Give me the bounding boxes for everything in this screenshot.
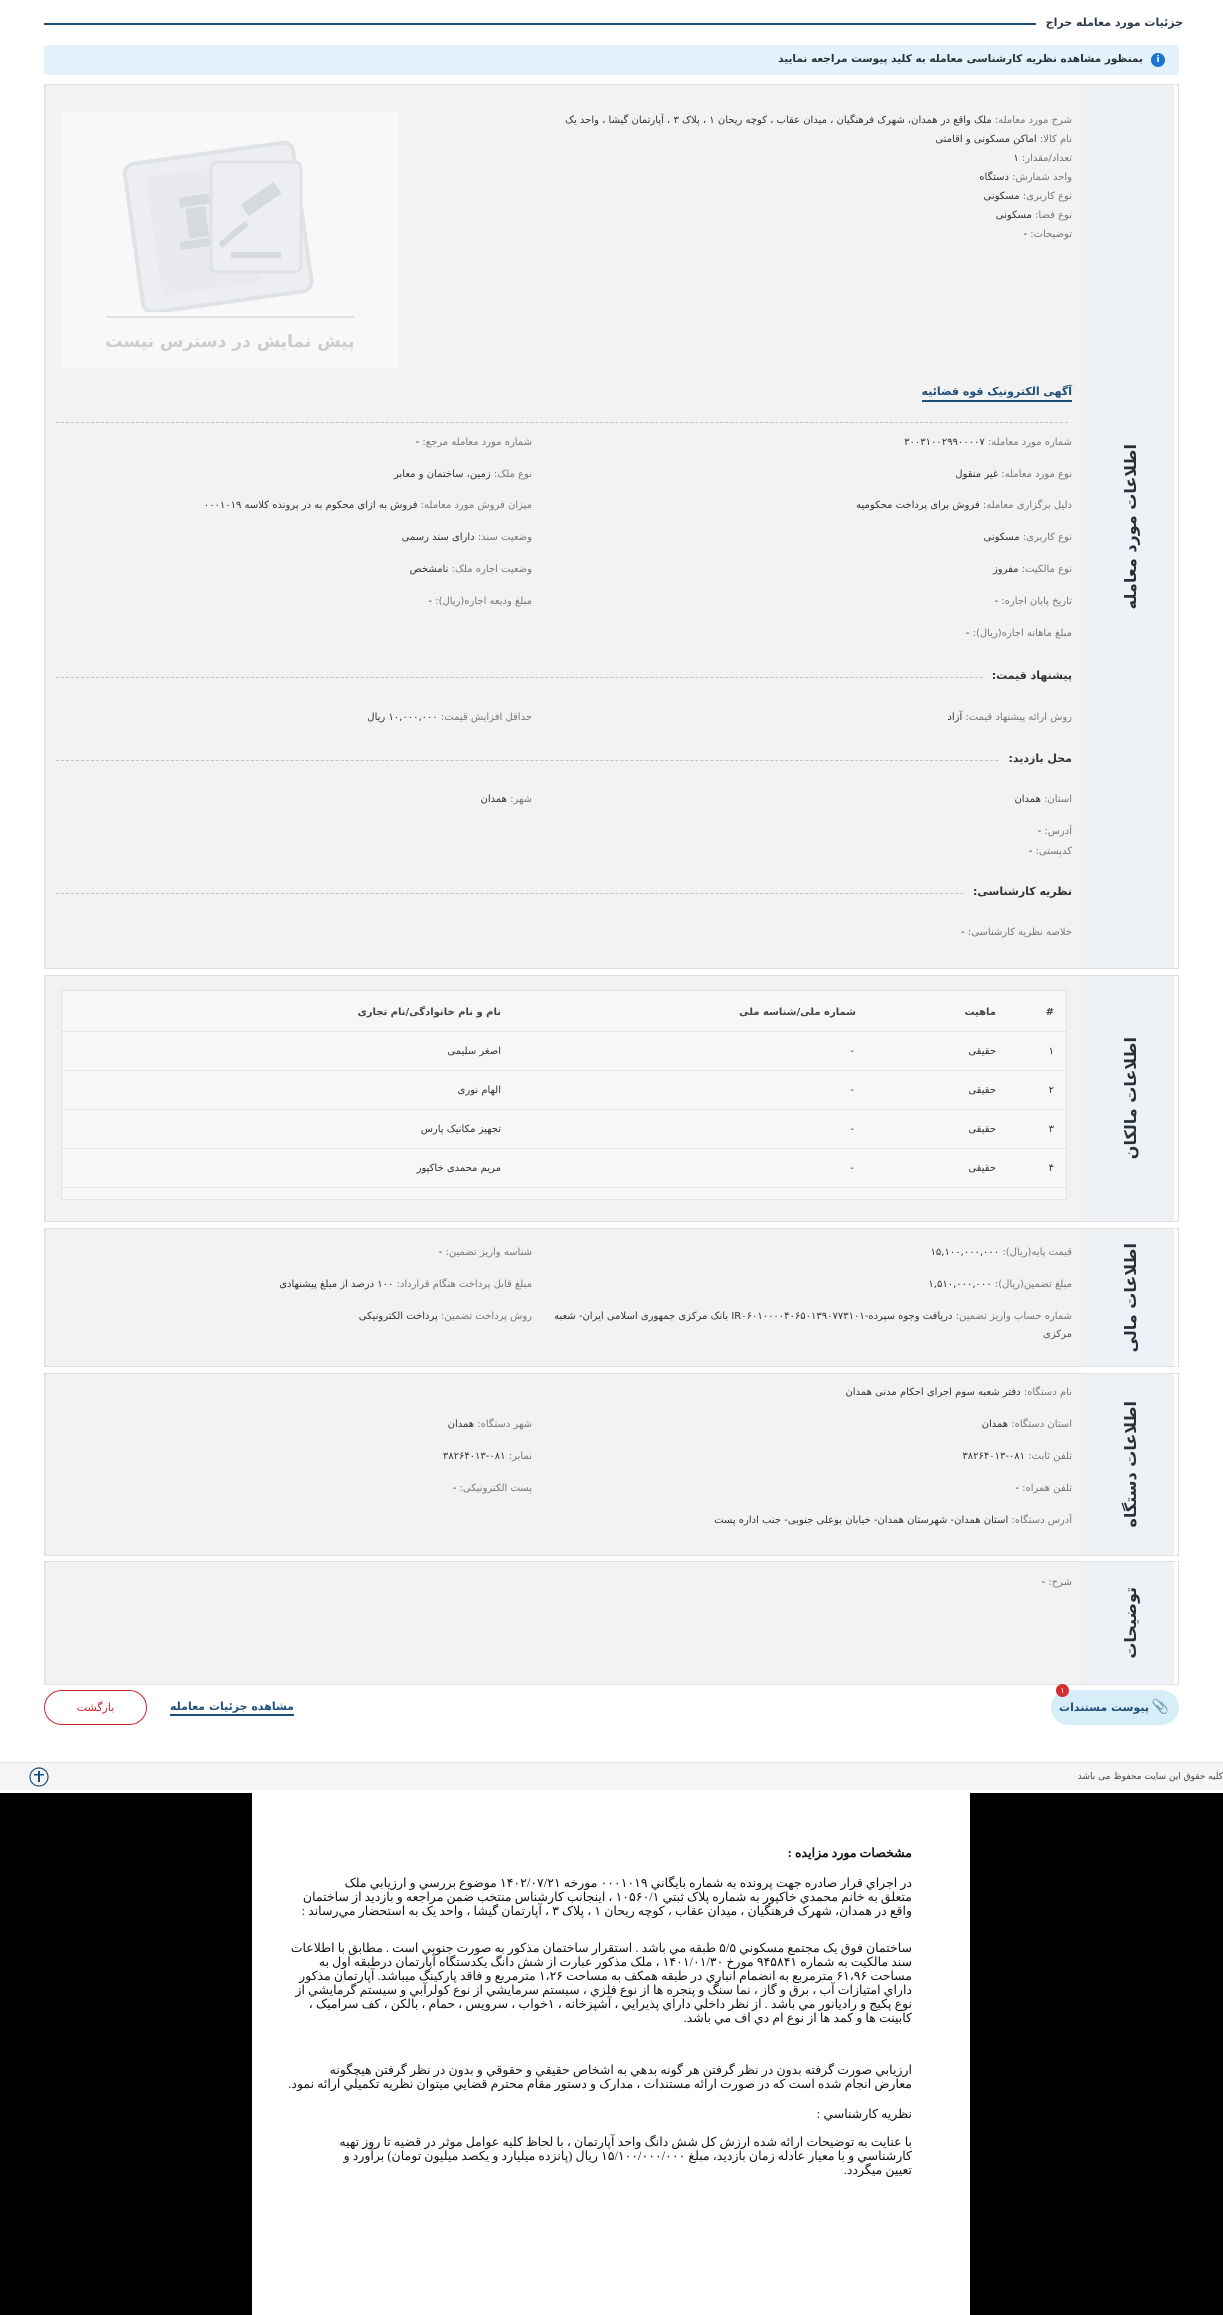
owners-side [1086, 976, 1178, 1221]
visit-city: شهر: همدان [480, 794, 532, 805]
item-notes: توضیحات: - [1023, 229, 1072, 240]
field-rent-end: تاریخ پایان اجاره: - [994, 596, 1072, 607]
guarantee-account: شماره حساب واریز تضمین: دریافت وجوه سپرده-IR۰۶۰۱۰۰۰۰۴۰۶۵۰۱۳۹۰۷۷۳۱۰۱ بانک مرکزی جمهوری اسلامی ایران- شعبه [554, 1311, 1072, 1322]
notes-title: توضیحات [1120, 1587, 1140, 1659]
divider [56, 677, 1068, 678]
site-footer [0, 1762, 1223, 1790]
col-index: # [1045, 1007, 1054, 1018]
page-title: جزئیات مورد معامله حراج [1036, 16, 1183, 29]
col-name: نام و نام خانوادگی/نام تجاری [357, 1007, 501, 1018]
field-usage: نوع کاربری: مسکونی [983, 532, 1072, 543]
image-placeholder [61, 112, 399, 368]
divider [56, 893, 1068, 894]
visit-province: استان: همدان [1014, 794, 1072, 805]
finance-side [1086, 1229, 1178, 1366]
gavel-icon [61, 112, 399, 312]
visit-postal: کدپستی: - [1028, 846, 1072, 857]
doc-paragraph-4: با عنايت به توضيحات ارائه شده ارزش کل شش دانگ واحد آپارتمان ، با لحاظ کليه عوامل موثر در قضيه تا روز تهيه کارشناسي و با معيار عادله زمان بازديد، مبلغ ۱۵/۱۰۰/۰۰۰/۰۰۰ ريال (پانزده ميليارد و يکصد ميليون تومان) برآورد و تعيين ميگردد. [339, 2135, 912, 2177]
guarantee-amount: مبلغ تضمین(ریال): ۱,۵۱۰,۰۰۰,۰۰۰ [928, 1279, 1072, 1290]
item-info-section [44, 84, 1179, 969]
office-city: شهر دستگاه: همدان [447, 1419, 532, 1430]
item-unit: واحد شمارش: دستگاه [979, 172, 1072, 183]
price-title: پیشنهاد قیمت: [984, 669, 1072, 682]
col-type: ماهیت [964, 1007, 996, 1018]
visit-title: محل بازدید: [1000, 752, 1072, 765]
owners-title: اطلاعات مالکان [1120, 1037, 1140, 1160]
office-province: استان دستگاه: همدان [981, 1419, 1072, 1430]
office-email: پست الکترونیکی: - [452, 1483, 532, 1494]
doc-heading: مشخصات مورد مزایده : [787, 1846, 912, 1860]
divider [56, 760, 1068, 761]
office-fax: نمابر: ۰۸۱-۳۸۲۶۴۰۱۳ [442, 1451, 532, 1462]
office-section [44, 1373, 1179, 1556]
field-ref-number: شماره مورد معامله مرجع: - [415, 437, 532, 448]
field-item-number: شماره مورد معامله: ۳۰۰۳۱۰۰۲۹۹۰۰۰۰۷ [904, 437, 1072, 448]
field-rent-status: وضعیت اجاره ملک: نامشخص [409, 564, 532, 575]
office-phone: تلفن ثابت: ۰۸۱-۳۸۲۶۴۰۱۳ [962, 1451, 1072, 1462]
deposit-id: شناسه واریز تضمین: - [438, 1247, 532, 1258]
expert-summary: خلاصه نظریه کارشناسی: - [961, 927, 1072, 938]
item-description: شرح مورد معامله: ملک واقع در همدان، شهرک فرهنگیان ، میدان عقاب ، کوچه ریحان ۱ ، پلاک ۳ ، آپارتمان گیشا ، واحد یک [565, 115, 1072, 126]
office-mobile: تلفن همراه: - [1015, 1483, 1072, 1494]
judiciary-ad-link[interactable]: آگهی الکترونیک قوه قضائیه [922, 385, 1072, 402]
pay-method: روش پرداخت تضمین: پرداخت الکترونیکی [358, 1311, 532, 1322]
expert-title: نظریه کارشناسی: [965, 885, 1072, 898]
item-info-title: اطلاعات مورد معامله [1120, 443, 1140, 610]
document-viewer [0, 1793, 1223, 2315]
page-header [44, 14, 1183, 34]
base-price: قیمت پایه(ریال): ۱۵,۱۰۰,۰۰۰,۰۰۰ [930, 1247, 1072, 1258]
field-sale-amount: میزان فروش مورد معامله: فروش به ازای محکوم به در پرونده کلاسه ۰۰۰۱۰۱۹ [203, 500, 532, 511]
doc-paragraph-3: ارزيابي صورت گرفته بدون در نظر گرفتن هر گونه بدهي به اشخاص حقيقي و حقوقي و بدون در نظر گرفتن هيچگونه معارض انجام شده است که در صورت ارائه مستندات ، مدارک و دستور مقام محترم قضايي ميتوان نظريه تکميلي ارائه نمود. [288, 2063, 912, 2091]
office-side [1086, 1374, 1178, 1555]
office-title: اطلاعات دستگاه [1120, 1401, 1140, 1528]
notes-desc: شرح: - [1041, 1577, 1072, 1588]
notes-content [45, 1562, 1082, 1684]
finance-title: اطلاعات مالی [1120, 1242, 1140, 1353]
doc-paragraph-1: در اجراي قرار صادره جهت پرونده به شماره بايگاني ۰۰۰۱۰۱۹ مورخه ۱۴۰۲/۰۷/۲۱ موضوع بررسي و ارزيابي ملک متعلق به خانم محمدي خاکپور به شماره پلاک ثبتي ۱۰۵۶۰/۱ ، اينجانب کارشناس منتخب ضمن مراجعه و بازديد از ساختمان واقع در همدان، شهرک فرهنگيان ، ميدان عقاب ، کوچه ريحان ۱ ، پلاک ۳ ، آپارتمان گيشا ، واحد يک به استحضار مي‌رساند : [301, 1876, 912, 1918]
info-banner-text: بمنظور مشاهده نظریه کارشناسی معامله به کلید پیوست مراجعه نمایید [778, 53, 1143, 65]
office-address: آدرس دستگاه: استان همدان- شهرستان همدان- خیابان بوعلی جنوبی- جنب اداره پست [714, 1515, 1072, 1526]
paperclip-icon: 📎 [1151, 1699, 1169, 1715]
notes-section [44, 1561, 1179, 1685]
item-usage: نوع کاربری: مسکونی [983, 191, 1072, 202]
guarantee-account-line2: مرکزی [1043, 1329, 1072, 1340]
finance-content [45, 1229, 1082, 1366]
item-info-side [1086, 85, 1178, 968]
judiciary-logo-icon [28, 1766, 50, 1788]
field-item-type: نوع مورد معامله: غیر منقول [955, 469, 1072, 480]
placeholder-divider [106, 316, 354, 318]
office-name: نام دستگاه: دفتر شعبه سوم اجرای احکام مدنی همدان [845, 1387, 1072, 1398]
owners-table: # ماهیت شماره ملی/شناسه ملی نام و نام خانوادگی/نام تجاری ۱ حقیقی - اصغر سلیمی ۲ حقیقی - الهام نوری ۳ حقیقی - تجهیز مکانیک پارس ۴ حقیقی - مریم محمدی خاکپور [61, 990, 1067, 1200]
field-reason: دلیل برگزاری معامله: فروش برای پرداخت محکومیه [856, 500, 1072, 511]
item-goods-name: نام کالا: اماکن مسکونی و اقامتی [935, 134, 1072, 145]
attachment-count-badge: ۱ [1056, 1684, 1069, 1697]
attach-documents-button[interactable] [1051, 1686, 1179, 1725]
item-space-type: نوع فضا: مسکونی [995, 210, 1072, 221]
field-monthly-rent: مبلغ ماهانه اجاره(ریال): - [965, 628, 1072, 639]
payable-amount: مبلغ قابل پرداخت هنگام قرارداد: ۱۰۰ درصد از مبلغ پیشنهادی [279, 1279, 532, 1290]
document-page [252, 1793, 970, 2315]
price-min-increase: حداقل افزایش قیمت: ۱۰,۰۰۰,۰۰۰ ریال [367, 712, 532, 723]
doc-paragraph-2: ساختمان فوق يک مجتمع مسکوني ۵/۵ طبقه مي باشد . استقرار ساختمان مذکور به صورت جنوبي است . مطابق با اطلاعات سند مالکيت به شماره ۹۴۵۸۴۱ مورخ ۱۴۰۱/۰۱/۳۰ ، ملک مذکور عبارت از شش دانگ يکدستگاه آپارتمان درطبقه اول به مساحت ۶۱،۹۶ مترمربع به انضمام انباري در طبقه همکف به مساحت ۱،۲۶ مترمربع و فاقد پارکينگ ميباشد. آپارتمان مذکور داراي امتيازات آب ، برق و گاز ، نما سنگ و پنجره ها از نوع فلزي ، سيستم سرمايشي از نوع کولرآبي و سيستم گرمايشي از نوع پکيج و راديانور مي باشد . از نظر داخلي داراي پذيرايي ، آشپزخانه ، ۱خواب ، سرويس ، حمام ، بالکن ، کف سراميک ، کابينت ها و کمد ها از نوع ام دي اف مي باشد. [290, 1941, 912, 2025]
col-national-id: شماره ملی/شناسه ملی [739, 1007, 856, 1018]
visit-address: آدرس: - [1037, 826, 1072, 837]
owners-content [45, 976, 1082, 1221]
view-details-link[interactable]: مشاهده جزئیات معامله [170, 1700, 294, 1716]
item-count: تعداد/مقدار: ۱ [1013, 153, 1072, 164]
price-method: روش ارائه پیشنهاد قیمت: آزاد [947, 712, 1072, 723]
item-info-content [45, 85, 1082, 968]
info-icon: i [1151, 53, 1165, 67]
header-divider [44, 23, 1053, 25]
action-bar [44, 1688, 1179, 1728]
field-property-type: نوع ملک: زمین، ساختمان و معابر [393, 469, 532, 480]
attach-documents-label: پیوست مستندات [1059, 1701, 1149, 1714]
owners-section [44, 975, 1179, 1222]
copyright-text: کلیه حقوق این سایت محفوظ می باشد [1077, 1772, 1223, 1782]
field-rent-deposit: مبلغ ودیعه اجاره(ریال): - [428, 596, 532, 607]
notes-side [1086, 1562, 1178, 1684]
placeholder-text: پیش نمایش در دسترس نیست [105, 332, 355, 352]
field-ownership: نوع مالکیت: مفروز [992, 564, 1072, 575]
office-content [45, 1374, 1082, 1555]
divider [56, 422, 1068, 423]
finance-section [44, 1228, 1179, 1367]
back-button[interactable]: بازگشت [44, 1690, 147, 1725]
doc-heading-2: نظريه کارشناسي : [816, 2107, 912, 2121]
field-deed-status: وضعیت سند: دارای سند رسمی [401, 532, 532, 543]
info-banner [44, 45, 1179, 75]
